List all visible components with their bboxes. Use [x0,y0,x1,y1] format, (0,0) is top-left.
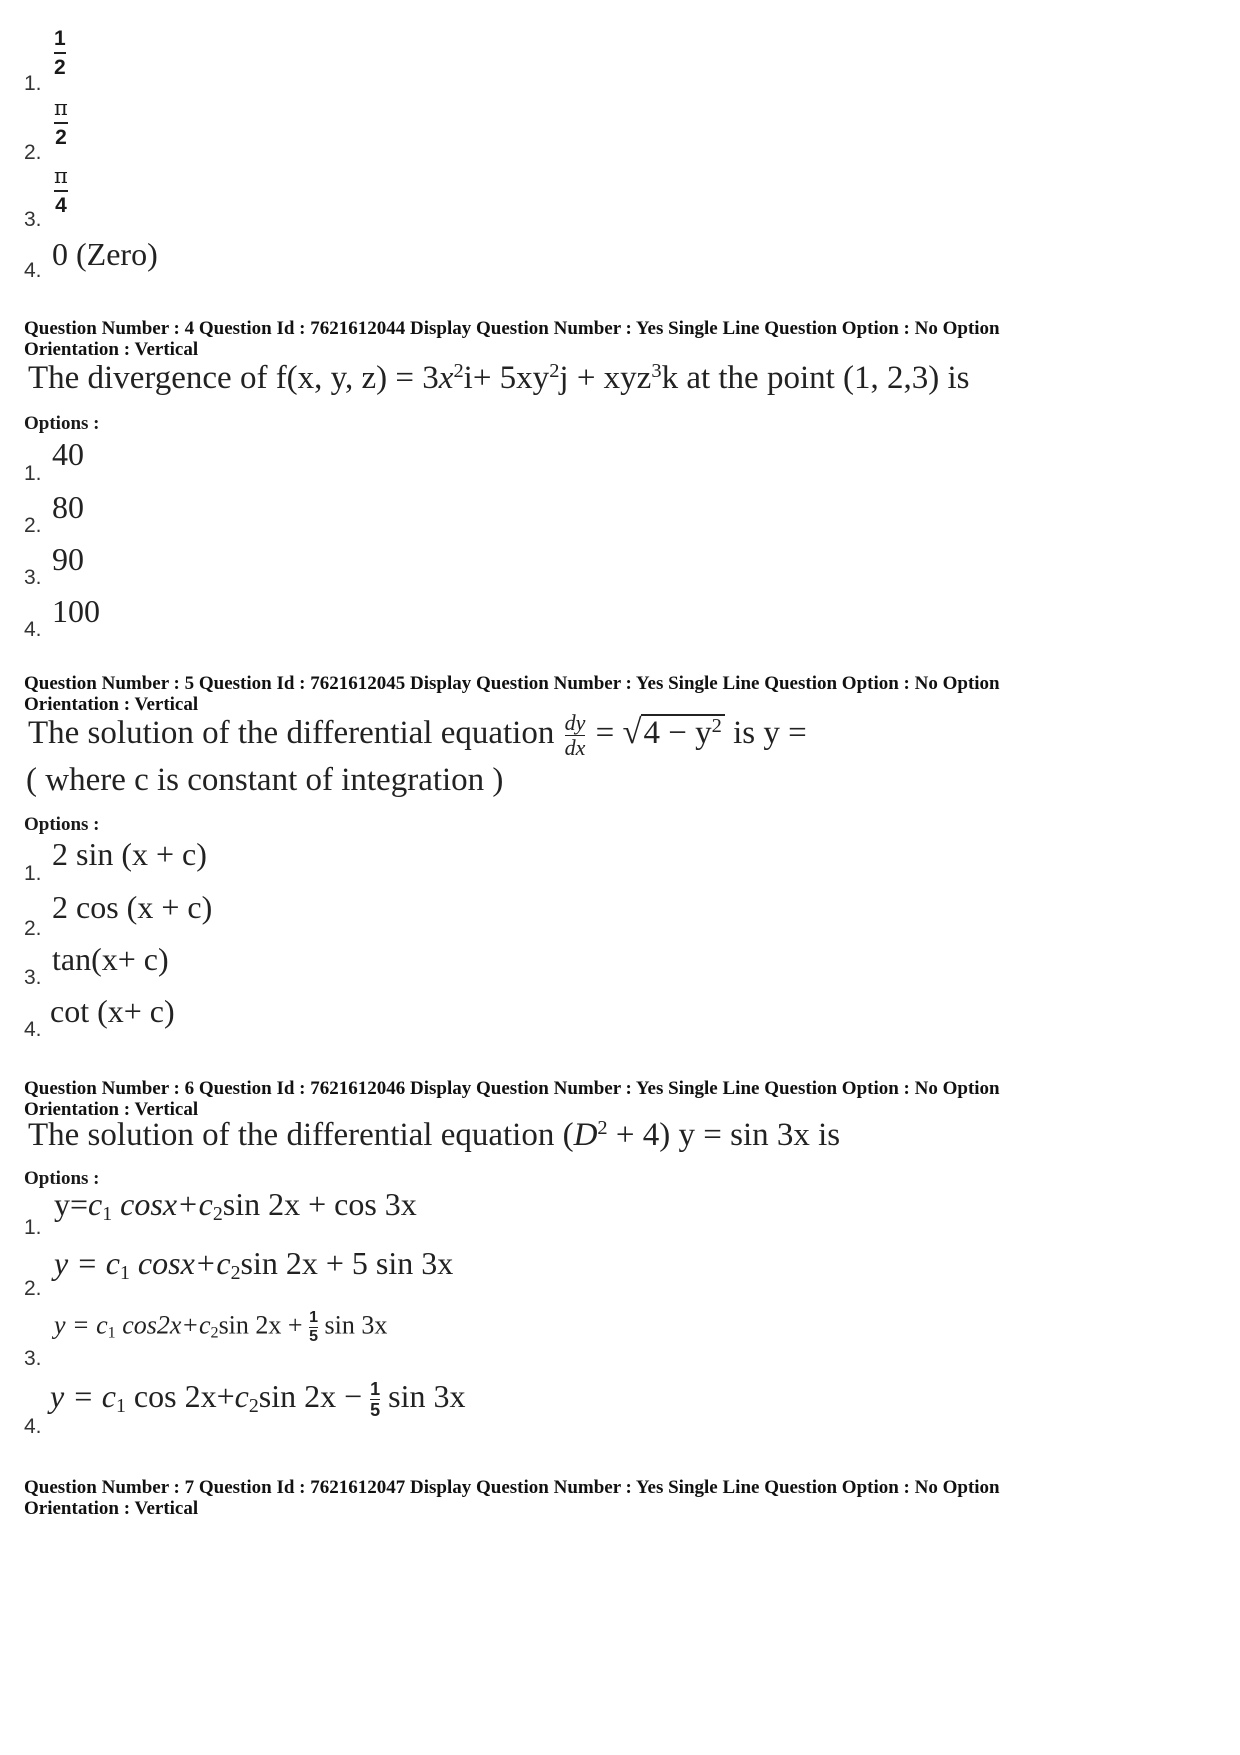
option-text: 100 [52,593,100,629]
options-label: Options : [24,1168,100,1189]
question-meta: Question Number : 4 Question Id : 7621612044 Display Question Number : Yes Single Line Question Option : No Option Orientation : Vertical [24,318,1000,360]
fraction-one-fifth: $\frac{1}{5}$ [309,1309,318,1345]
option-number: 2. [24,141,42,164]
question-stem: The solution of the differential equation $(D^2 + 4) y = \sin 3x$ is [28,1116,841,1153]
option-text: 0 (Zero) [52,236,158,272]
question-meta: Question Number : 7 Question Id : 7621612047 Display Question Number : Yes Single Line Question Option : No Option Orientation : Vertical [24,1477,1000,1519]
square-root-icon: √ [622,713,642,752]
fraction-pi-over-4: π 4 [54,164,68,217]
question-stem: The divergence of f(x, y, $z) = 3x^2i+ 5xy^2j + xyz^3k$ at the point (1, 2,3) is [28,359,970,396]
option-text: tan(x+ c) [52,941,169,977]
question-stem: The solution of the differential equation $\frac{dy}{dx}$ = $√4 - y^2$ is y = [28,710,807,760]
option-number: 3. [24,208,42,231]
option-number: 4. [24,1415,42,1438]
option-number: 1. [24,1216,42,1239]
option-number: 2. [24,917,42,940]
question-meta: Question Number : 5 Question Id : 7621612045 Display Question Number : Yes Single Line Question Option : No Option Orientation : Vertical [24,673,1000,715]
option-number: 1. [24,462,42,485]
option-text: $y = c_1$ $\cos 2x+c_2\sin$ 2x + $\frac{1}{5}$ sin 3x [54,1309,388,1345]
option-number: 3. [24,966,42,989]
option-text: 40 [52,436,84,472]
option-number: 3. [24,1347,42,1370]
option-number: 3. [24,566,42,589]
option-text: 90 [52,541,84,577]
option-text: $y = c_1$ $\cos x+c_2\sin$ 2x + 5 sin 3x [54,1245,454,1284]
option-number: 1. [24,862,42,885]
option-text: 2 cos (x + c) [52,889,213,925]
options-label: Options : [24,814,100,835]
option-number: 4. [24,259,42,282]
option-number: 4. [24,1018,42,1041]
fraction-one-half: 1 2 [54,27,66,79]
option-text: 2 sin (x + c) [52,836,207,872]
option-number: 2. [24,1277,42,1300]
option-text: $y = c_1$ $\cos 2x+c_2\sin$ 2x − $\frac{1}{5}$ sin 3x [50,1378,466,1421]
option-text: $y=c_1$ $\cos x+c_2\sin$ 2x + cos 3x [54,1186,417,1225]
fraction-dy-dx: $\frac{dy}{dx}$ [564,710,586,760]
option-number: 4. [24,618,42,641]
radicand: $4 - y^2$ [641,714,724,751]
question-meta: Question Number : 6 Question Id : 7621612046 Display Question Number : Yes Single Line Question Option : No Option Orientation : Vertical [24,1078,1000,1120]
fraction-one-fifth: $\frac{1}{5}$ [370,1379,381,1421]
options-label: Options : [24,413,100,434]
fraction-pi-over-2: π 2 [54,96,68,149]
option-text: 80 [52,489,84,525]
option-number: 2. [24,514,42,537]
question-stem-line2: ( where c is constant of integration ) [26,762,504,798]
option-text: cot (x+ c) [50,993,175,1029]
option-number: 1. [24,72,42,95]
